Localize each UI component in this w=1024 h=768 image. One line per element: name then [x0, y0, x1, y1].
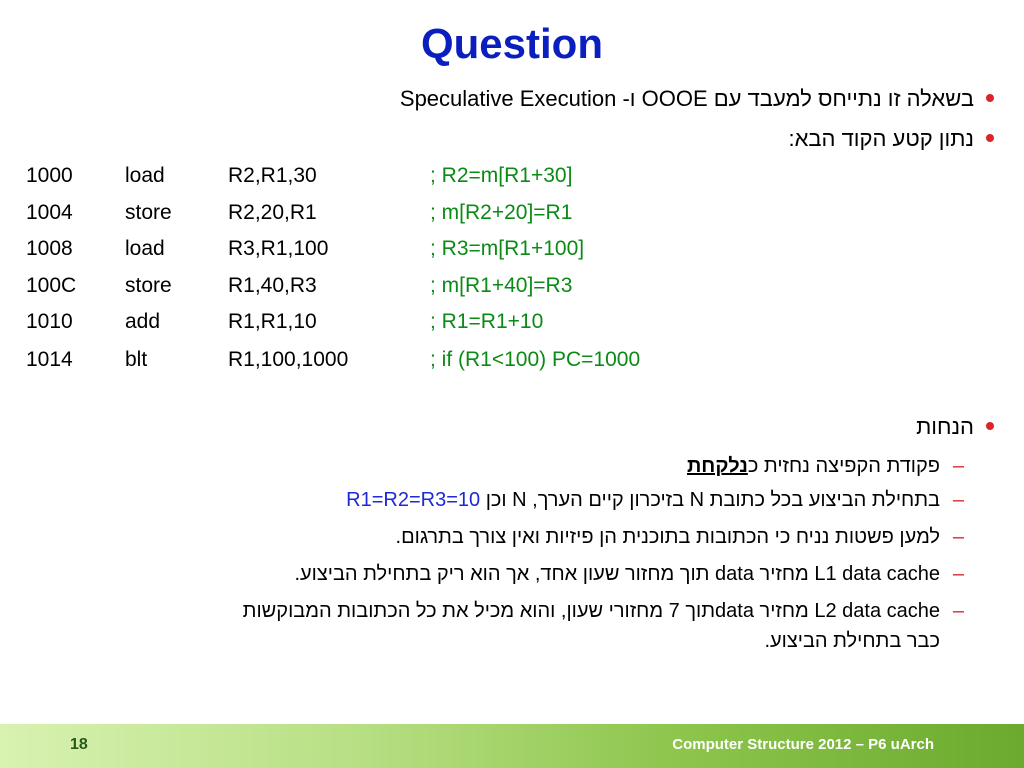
code-row	[0, 158, 1024, 194]
code-operands: R3,R1,100	[228, 237, 329, 260]
dash-icon: –	[952, 600, 964, 622]
bullet-intro-text: בשאלה זו נתייחס למעבד עם OOOE ו- Speculative Execution	[399, 86, 974, 111]
dash-icon: –	[952, 455, 964, 477]
bullet-assumptions-text: הנחות	[916, 414, 974, 439]
code-comment: ; R3=m[R1+100]	[430, 237, 585, 260]
code-comment: ; m[R1+40]=R3	[430, 274, 573, 297]
code-row	[0, 304, 1024, 340]
bullet-code-intro-text: נתון קטע הקוד הבא:	[788, 126, 974, 151]
code-opcode: store	[125, 274, 172, 297]
code-opcode: store	[125, 201, 172, 224]
code-row	[0, 231, 1024, 267]
slide-footer	[0, 724, 1024, 768]
code-comment: ; if (R1<100) PC=1000	[430, 348, 641, 371]
code-opcode: load	[125, 164, 165, 187]
code-row	[0, 268, 1024, 304]
dash-icon: –	[952, 563, 964, 585]
assumption-physical-addresses: למען פשטות נניח כי הכתובות בתוכנית הן פיזיות ואין צורך בתרגום.	[395, 526, 940, 548]
bullet-dot-icon	[986, 94, 994, 102]
code-operands: R1,100,1000	[228, 348, 349, 371]
slide-title: Question	[420, 20, 603, 67]
footer-course-title: Computer Structure 2012 – P6 uArch	[672, 736, 934, 753]
code-row	[0, 195, 1024, 231]
code-opcode: add	[125, 310, 161, 333]
assumption-l2-cache-line2: כבר בתחילת הביצוע.	[764, 630, 940, 652]
code-address: 100C	[26, 274, 77, 297]
code-row	[0, 342, 1024, 378]
page-number: 18	[70, 736, 88, 753]
code-opcode: blt	[125, 348, 148, 371]
bullet-code-intro	[788, 124, 994, 154]
bullet-assumptions	[916, 412, 994, 442]
code-operands: R2,20,R1	[228, 201, 317, 224]
dash-icon: –	[952, 489, 964, 511]
code-opcode: load	[125, 237, 165, 260]
code-comment: ; R2=m[R1+30]	[430, 164, 573, 187]
code-operands: R1,R1,10	[228, 310, 317, 333]
bullet-intro	[400, 84, 994, 114]
assumption-branch-text: פקודת הקפיצה נחזית כ	[747, 455, 940, 477]
code-operands: R1,40,R3	[228, 274, 317, 297]
code-comment: ; m[R2+20]=R1	[430, 201, 573, 224]
assumption-l2-cache-line1: L2 data cache מחזיר dataתוך 7 מחזורי שעון, והוא מכיל את כל הכתובות המבוקשות	[242, 600, 940, 622]
assumption-register-values: R1=R2=R3=10	[346, 489, 481, 511]
code-address: 1014	[26, 348, 73, 371]
dash-icon: –	[952, 526, 964, 548]
code-address: 1008	[26, 237, 73, 260]
code-comment: ; R1=R1+10	[430, 310, 544, 333]
assumption-branch-emphasis: נלקחת	[686, 455, 748, 477]
code-address: 1004	[26, 201, 73, 224]
code-address: 1010	[26, 310, 73, 333]
code-address: 1000	[26, 164, 73, 187]
bullet-dot-icon	[986, 134, 994, 142]
assumption-l1-cache: L1 data cache מחזיר data תוך מחזור שעון אחד, אך הוא ריק בתחילת הביצוע.	[294, 563, 940, 585]
assumption-branch-taken	[687, 452, 940, 480]
assumption-initial-values	[346, 486, 940, 514]
bullet-dot-icon	[986, 422, 994, 430]
assumption-initial-text: בתחילת הביצוע בכל כתובת N בזיכרון קיים הערך, N וכן	[485, 489, 940, 511]
code-operands: R2,R1,30	[228, 164, 317, 187]
